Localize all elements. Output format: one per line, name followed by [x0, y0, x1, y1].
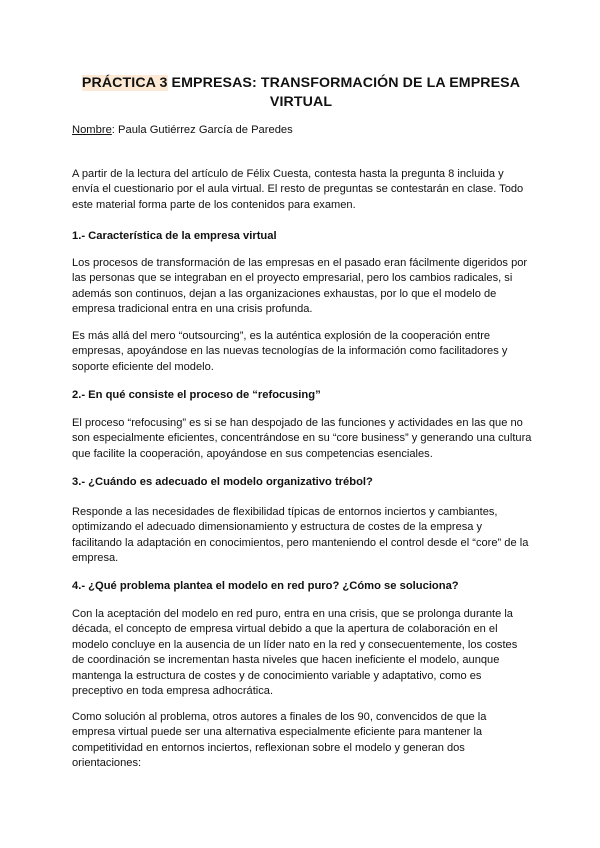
title-highlight: PRÁCTICA 3: [81, 75, 168, 91]
section-4-heading: 4.- ¿Qué problema plantea el modelo en red puro? ¿Cómo se soluciona?: [72, 580, 459, 592]
section-3-paragraph-1: Responde a las necesidades de flexibilidad típicas de entornos inciertos y cambiantes, optimizando el adecuado dimensionamiento y estructura de costes de la empresa y facilitando la adaptación en conocimientos, pero manteniendo el control desde el “core” de la empresa.: [72, 506, 529, 565]
section-3-heading: 3.- ¿Cuándo es adecuado el modelo organizativo trébol?: [72, 476, 373, 488]
intro-paragraph: A partir de la lectura del artículo de Félix Cuesta, contesta hasta la pregunta 8 incluida y envía el cuestionario por el aula virtual. El resto de preguntas se contestarán en clase. Todo este material forma parte de los contenidos para examen.: [72, 168, 524, 211]
title-line1: EMPRESAS: TRANSFORMACIÓN DE LA EMPRESA: [167, 75, 521, 91]
section-2-heading: 2.- En qué consiste el proceso de “refocusing”: [72, 389, 321, 401]
author-label: Nombre: [72, 124, 112, 136]
section-1-paragraph-2: Es más allá del mero “outsourcing”, es la auténtica explosión de la cooperación entre empresas, apoyándose en las nuevas tecnologías de la información como facilitadores y soporte eficiente del modelo.: [72, 330, 508, 373]
document-title: [72, 74, 530, 112]
section-2-paragraph-1: El proceso “refocusing” es si se han despojado de las funciones y actividades en las que no son especialmente eficientes, concentrándose en su “core business” y generando una cultura que facilite la cooperación, apoyándose en sus competencias esenciales.: [72, 417, 532, 460]
section-1-heading: 1.- Característica de la empresa virtual: [72, 230, 277, 242]
section-4-paragraph-2: Como solución al problema, otros autores a finales de los 90, convencidos de que la empresa virtual puede ser una alternativa especialmente eficiente para mantener la competitividad en entornos inciertos, reflexionan sobre el modelo y generan dos orientaciones:: [72, 711, 487, 770]
section-1-paragraph-1: Los procesos de transformación de las empresas en el pasado eran fácilmente digeridos por las personas que se integraban en el proyecto empresarial, pero los cambios radicales, si además son continuos, dejan a las organizaciones exhaustas, por lo que el modelo de empresa tradicional entra en una crisis profunda.: [72, 257, 528, 316]
title-line2: VIRTUAL: [269, 94, 333, 110]
section-4-paragraph-1: Con la aceptación del modelo en red puro, entra en una crisis, que se prolonga durante la década, el concepto de empresa virtual debido a que la apertura de colaboración en el modelo concluye en la ausencia de un líder nato en la red y consecuentemente, los costes de coordinación se incrementan hasta niveles que hacen ineficiente el modelo, aunque mantenga la estructura de costes y de conocimiento variable y adaptativo, como es preceptivo en toda empresa adhocrática.: [72, 608, 518, 698]
author-line: [72, 123, 293, 138]
author-name: : Paula Gutiérrez García de Paredes: [111, 124, 293, 136]
